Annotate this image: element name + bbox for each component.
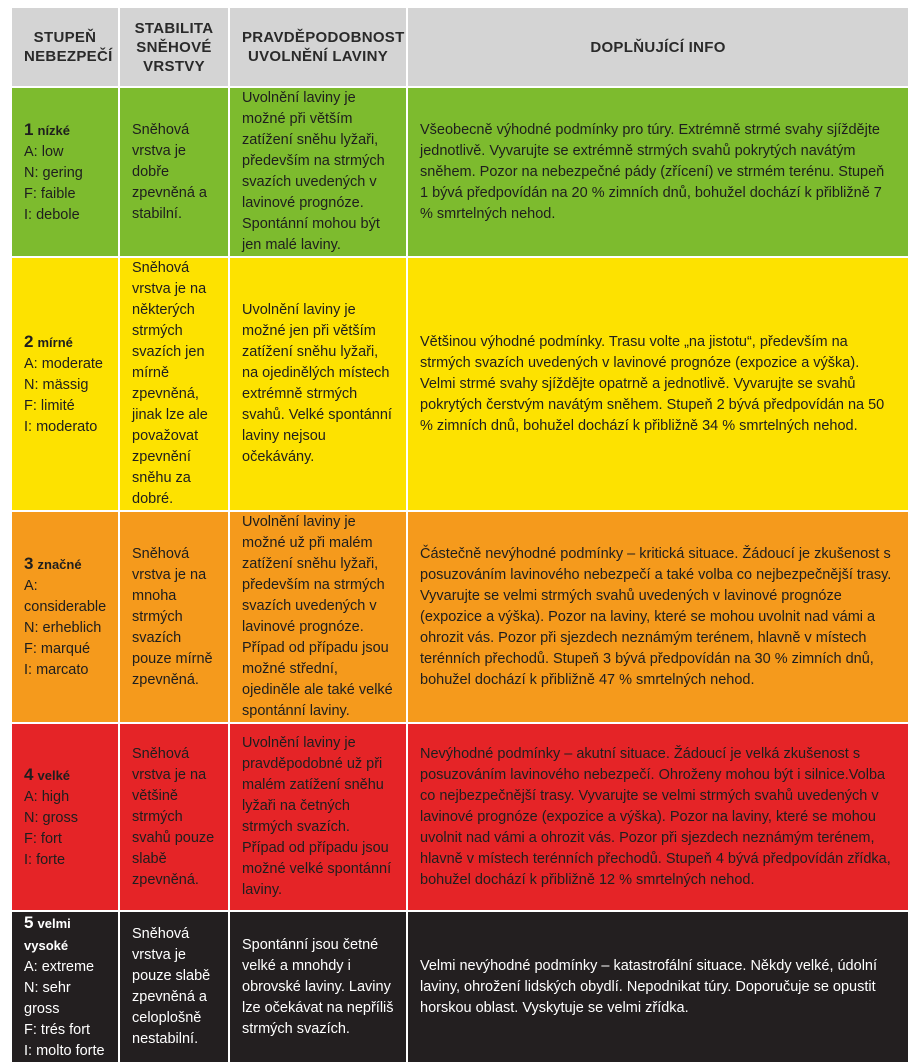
- stability-cell: Sněhová vrstva je pouze slabě zpevněná a celoplošně nestabilní.: [119, 911, 229, 1063]
- translation: A: extreme: [24, 959, 95, 975]
- translation: N: erheblich: [24, 620, 102, 636]
- stability-cell: Sněhová vrstva je dobře zpevněná a stabilní.: [119, 87, 229, 257]
- probability-cell: Uvolnění laviny je možné jen při větším zatížení sněhu lyžaři, na ojedinělých místech extrémně strmých svahů. Velké spontánní laviny nejsou očekávány.: [229, 257, 407, 511]
- info-cell: Nevýhodné podmínky – akutní situace. Žádoucí je velká zkušenost s posuzováním lavinového nebezpečí. Ohroženy mohou být i silnice.Volba co nejbezpečnější trasy. Vyvarujte se velmi strmých svahů uvedených v lavinové prognóze (expozice a výška). Pozor na laviny, které se mohou uvolnit nad vámi a ohrozit vás. Pozor při sjezdech neznámým terénem, hlavně v místech terénních přechodů. Stupeň 4 bývá předpovídán zřídka, bohužel dochází k přibližně 12 % smrtelných nehod.: [407, 723, 909, 911]
- level-number: 2: [24, 331, 34, 351]
- probability-cell: Uvolnění laviny je možné už při malém zatížení sněhu lyžaři, především na strmých svazích uvedených v lavinové prognóze. Případ od případu jsou možné střední, ojediněle ale také velké spontánní laviny.: [229, 511, 407, 723]
- translation: N: gross: [24, 809, 78, 826]
- level-name: velmi vysoké: [24, 916, 71, 953]
- translation: A: low: [24, 143, 64, 160]
- translation: F: marqué: [24, 641, 91, 657]
- table-row: [11, 257, 909, 511]
- probability-cell: Spontánní jsou četné velké a mnohdy i obrovské laviny. Laviny lze očekávat na nepříliš strmých svazích.: [229, 911, 407, 1063]
- translation: I: moderato: [24, 418, 98, 435]
- avalanche-danger-table: [10, 6, 910, 1064]
- translation: I: forte: [24, 851, 66, 868]
- info-cell: Všeobecně výhodné podmínky pro túry. Extrémně strmé svahy sjíždějte jednotlivě. Vyvarujte se extrémně strmých svahů pokrytých navátým sněhem. Pozor na nebezpečné pády (zřícení) ve strmém terénu. Stupeň 1 bývá předpovídán na 20 % zimních dnů, bohužel dochází k přibližně 7 % smrtelných nehod.: [407, 87, 909, 257]
- level-number: 4: [24, 764, 34, 784]
- translation: I: marcato: [24, 662, 89, 678]
- danger-level-cell: [11, 911, 119, 1063]
- danger-level-cell: [11, 87, 119, 257]
- header-danger-level: STUPEŇ NEBEZPEČÍ: [11, 7, 119, 87]
- level-number: 5: [24, 913, 34, 932]
- info-cell: Částečně nevýhodné podmínky – kritická situace. Žádoucí je zkušenost s posuzováním lavinového nebezpečí a také volba co nejbezpečnější trasy. Vyvarujte se velmi strmých svahů uvedených v lavinové prognóze (expozice a výška). Pozor na laviny, které se mohou uvolnit nad vámi a ohrozit vás. Pozor při sjezdech neznámým terénem, hlavně v místech terénních přechodů. Stupeň 3 bývá předpovídán na 30 % zimních dnů, bohužel dochází k přibližně 47 % smrtelných nehod.: [407, 511, 909, 723]
- level-name: nízké: [37, 122, 71, 138]
- translation: N: gering: [24, 164, 83, 181]
- stability-cell: Sněhová vrstva je na některých strmých svazích jen mírně zpevněná, jinak lze ale považovat zpevnění sněhu za dobré.: [119, 257, 229, 511]
- header-row: [11, 7, 909, 87]
- level-name: značné: [37, 557, 82, 572]
- danger-level-cell: [11, 723, 119, 911]
- stability-cell: Sněhová vrstva je na mnoha strmých svazích pouze mírně zpevněná.: [119, 511, 229, 723]
- table-row: [11, 723, 909, 911]
- info-cell: Velmi nevýhodné podmínky – katastrofální situace. Někdy velké, údolní laviny, ohrožení lidských obydlí. Nepodnikat túry. Doporučuje se opustit horskou oblast. Vyskytuje se velmi zřídka.: [407, 911, 909, 1063]
- translation: F: faible: [24, 185, 76, 202]
- info-cell: Většinou výhodné podmínky. Trasu volte „na jistotu“, především na strmých svazích uvedených v lavinové prognóze (expozice a výška). Velmi strmé svahy sjíždějte opatrně a jednotlivě. Vyvarujte se svahů pokrytých čerstvým navátým sněhem. Stupeň 2 bývá předpovídán na 50 % zimních dnů, bohužel dochází k přibližně 34 % smrtelných nehod.: [407, 257, 909, 511]
- table-row: [11, 911, 909, 1063]
- probability-cell: Uvolnění laviny je pravděpodobné už při malém zatížení sněhu lyžaři na četných strmých svazích. Případ od případu jsou možné velké spontánní laviny.: [229, 723, 407, 911]
- danger-level-cell: [11, 511, 119, 723]
- header-additional-info: DOPLŇUJÍCÍ INFO: [407, 7, 909, 87]
- translation: A: high: [24, 788, 70, 805]
- danger-level-cell: [11, 257, 119, 511]
- translation: I: debole: [24, 206, 80, 223]
- translation: I: molto forte: [24, 1043, 105, 1059]
- translation: F: trés fort: [24, 1022, 91, 1038]
- translation: A: considerable: [24, 578, 107, 615]
- translation: F: limité: [24, 397, 75, 414]
- stability-cell: Sněhová vrstva je na většině strmých svahů pouze slabě zpevněná.: [119, 723, 229, 911]
- level-number: 1: [24, 119, 34, 139]
- level-number: 3: [24, 554, 34, 573]
- header-snow-stability: STABILITA SNĚHOVÉ VRSTVY: [119, 7, 229, 87]
- header-release-probability: PRAVDĚPODOBNOST UVOLNĚNÍ LAVINY: [229, 7, 407, 87]
- table-row: [11, 511, 909, 723]
- level-name: mírné: [37, 334, 73, 350]
- level-name: velké: [37, 767, 71, 783]
- probability-cell: Uvolnění laviny je možné při větším zatížení sněhu lyžaři, především na strmých svazích uvedených v lavinové prognóze. Spontánní mohou být jen malé laviny.: [229, 87, 407, 257]
- translation: N: sehr gross: [24, 980, 71, 1017]
- translation: N: mässig: [24, 376, 89, 393]
- translation: A: moderate: [24, 355, 103, 372]
- table-row: [11, 87, 909, 257]
- translation: F: fort: [24, 830, 62, 847]
